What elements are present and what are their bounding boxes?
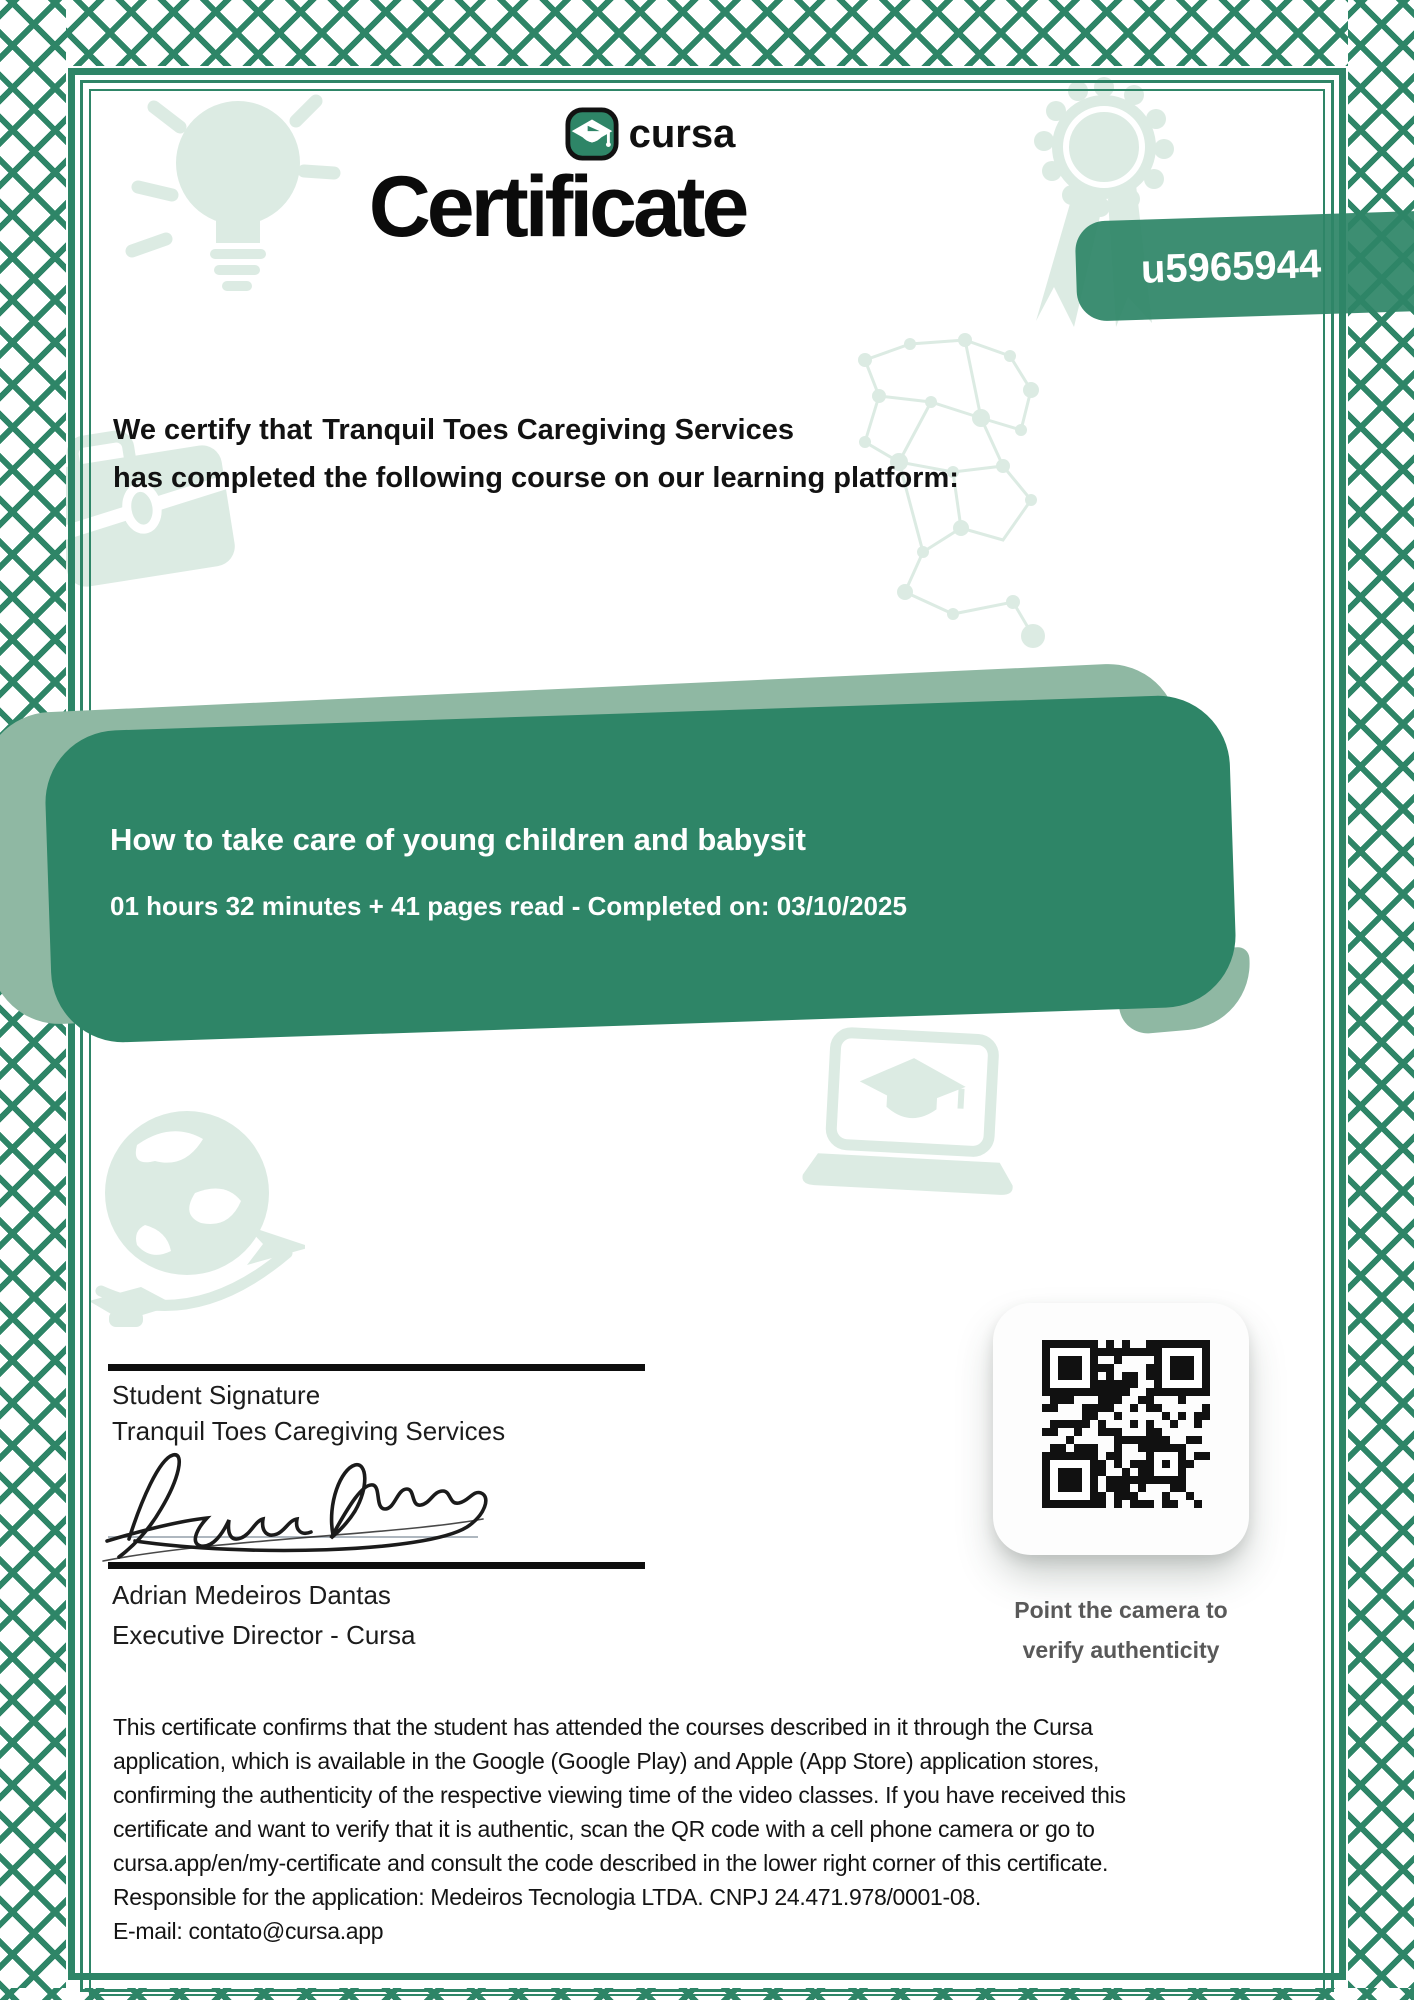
laptop-graduation-icon [800, 1020, 1020, 1215]
student-name: Tranquil Toes Caregiving Services [322, 414, 794, 446]
footer-line: E-mail: contato@cursa.app [113, 1918, 384, 1944]
student-signature-label: Student Signature [112, 1380, 321, 1410]
student-signature-name: Tranquil Toes Caregiving Services [112, 1416, 506, 1446]
signature-bottom-rule [108, 1562, 645, 1569]
graduation-cap-play-icon [565, 107, 619, 161]
certificate-id: u5965944 [1140, 242, 1322, 292]
signature-image [95, 1443, 495, 1568]
footer-disclaimer [113, 1710, 1323, 1948]
qr-code [1042, 1340, 1210, 1508]
course-banner [43, 693, 1238, 1044]
certify-statement [113, 406, 959, 502]
footer-line: Responsible for the application: Medeiros Tecnologia LTDA. CNPJ 24.471.978/0001-08. [113, 1884, 981, 1910]
border-pattern-bottom [0, 1988, 1414, 2000]
course-details: 01 hours 32 minutes + 41 pages read - Completed on: 03/10/2025 [110, 891, 907, 921]
certify-line1: We certify that Tranquil Toes Caregiving Services [113, 414, 794, 446]
logo-wordmark: cursa [628, 111, 736, 156]
cursa-logo [480, 102, 820, 166]
qr-card [993, 1303, 1249, 1555]
footer-line: This certificate confirms that the student has attended the courses described in it through the Cursa [113, 1714, 1093, 1740]
page-title: Certificate [368, 159, 746, 255]
footer-line: certificate and want to verify that it is authentic, scan the QR code with a cell phone camera or go to [113, 1816, 1095, 1842]
certify-line2: has completed the following course on our learning platform: [113, 462, 959, 494]
signature-top-rule [108, 1364, 645, 1371]
footer-line: confirming the authenticity of the respective viewing time of the video classes. If you have received this [113, 1782, 1126, 1808]
signer-title: Executive Director - Cursa [112, 1620, 416, 1650]
signer-name: Adrian Medeiros Dantas [112, 1580, 391, 1610]
course-title: How to take care of young children and babysit [110, 822, 806, 857]
footer-line: cursa.app/en/my-certificate and consult the code described in the lower right corner of this certificate. [113, 1850, 1109, 1876]
footer-line: application, which is available in the Google (Google Play) and Apple (App Store) application stores, [113, 1748, 1100, 1774]
globe-plane-icon [75, 1075, 305, 1355]
certificate-id-badge [1075, 210, 1414, 322]
border-pattern-top [0, 0, 1414, 66]
qr-caption: Point the camera to verify authenticity [1014, 1597, 1228, 1663]
